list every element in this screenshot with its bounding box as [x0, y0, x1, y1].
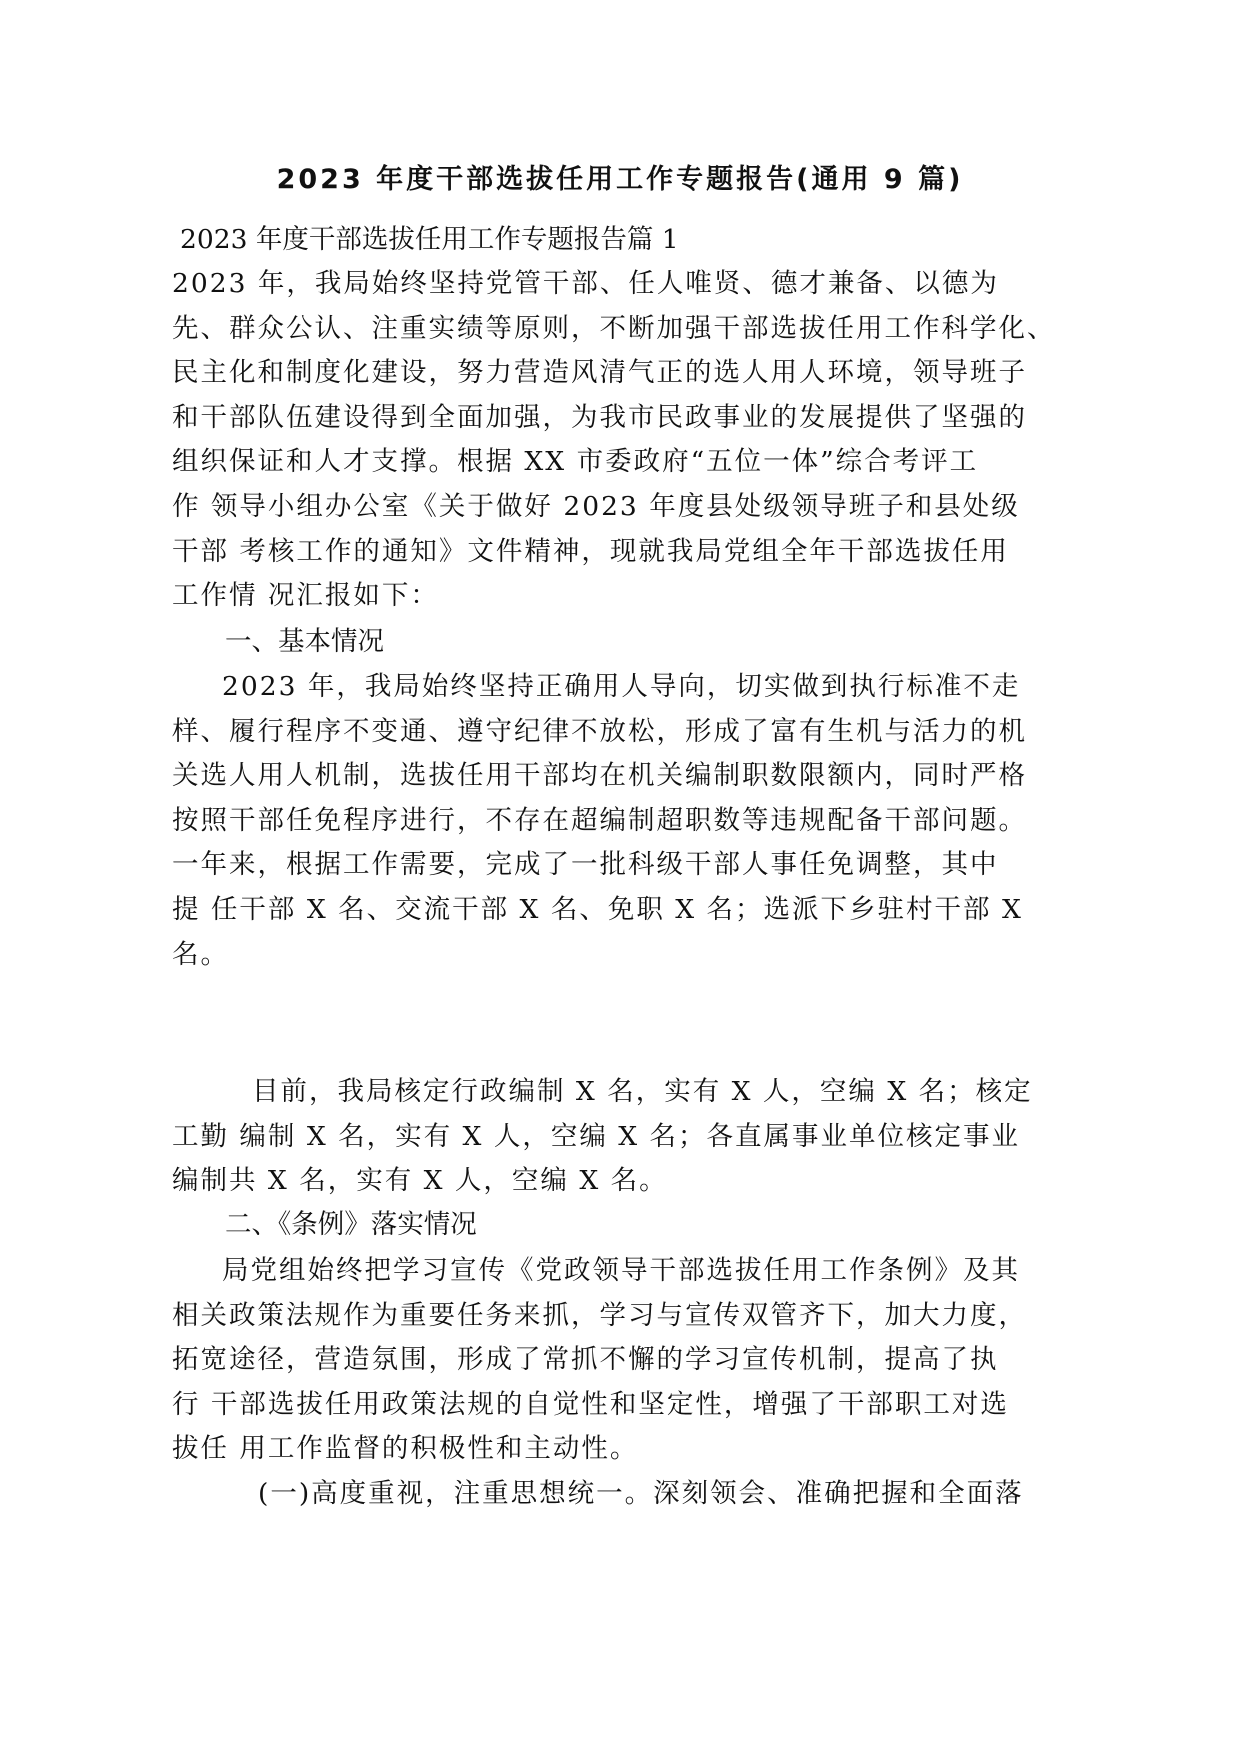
- heading-basic-text: 一、基本情况: [225, 626, 384, 657]
- basic-paragraph: [172, 665, 1042, 977]
- basic-line: 一年来，根据工作需要，完成了一批科级干部人事任免调整，其中: [172, 849, 999, 881]
- document-title: 2023 年度干部选拔任用工作专题报告(通用 9 篇): [276, 164, 964, 195]
- intro-line: 工作情 况汇报如下：: [172, 580, 439, 612]
- subheading-1-text: (一)高度重视，注重思想统一。深刻领会、准确把握和全面落: [258, 1478, 1024, 1509]
- subheading-1: [258, 1472, 1128, 1517]
- heading-regulation: [225, 1203, 1095, 1248]
- intro-line: 2023 年，我局始终坚持党管干部、任人唯贤、德才兼备、以德为: [172, 268, 999, 299]
- staffing-paragraph: [172, 1070, 1042, 1204]
- intro-line: 组织保证和人才支撑。根据 XX 市委政府“五位一体”综合考评工: [172, 446, 979, 478]
- basic-line: 按照干部任免程序进行，不存在超编制超职数等违规配备干部问题。: [172, 804, 1027, 836]
- intro-line: 先、群众公认、注重实绩等原则，不断加强干部选拔任用工作科学化、: [172, 312, 1056, 344]
- intro-line: 和干部队伍建设得到全面加强，为我市民政事业的发展提供了坚强的: [172, 401, 1027, 433]
- regulation-line: 拓宽途径，营造氛围，形成了常抓不懈的学习宣传机制，提高了执: [172, 1344, 999, 1376]
- heading-basic: [225, 620, 1095, 665]
- intro-line: 作 领导小组办公室《关于做好 2023 年度县处级领导班子和县处级: [172, 490, 1020, 522]
- staffing-line: 工勤 编制 X 名，实有 X 人，空编 X 名；各直属事业单位核定事业: [172, 1120, 1021, 1152]
- regulation-line: 行 干部选拔任用政策法规的自觉性和坚定性，增强了干部职工对选: [172, 1388, 1009, 1420]
- section-heading: [180, 218, 1050, 263]
- basic-line: 名。: [172, 938, 229, 970]
- intro-line: 民主化和制度化建设，努力营造风清气正的选人用人环境，领导班子: [172, 357, 1027, 389]
- basic-line: 样、履行程序不变通、遵守纪律不放松，形成了富有生机与活力的机: [172, 715, 1027, 747]
- basic-line: 提 任干部 X 名、交流干部 X 名、免职 X 名；选派下乡驻村干部 X: [172, 893, 1023, 925]
- regulation-paragraph: [172, 1249, 1042, 1472]
- regulation-line: 拔任 用工作监督的积极性和主动性。: [172, 1433, 639, 1465]
- heading-regulation-text: 二、《条例》落实情况: [225, 1209, 477, 1240]
- intro-line: 干部 考核工作的通知》文件精神，现就我局党组全年干部选拔任用: [172, 535, 1009, 567]
- intro-paragraph: [172, 262, 1056, 619]
- basic-line: 2023 年，我局始终坚持正确用人导向，切实做到执行标准不走: [222, 671, 1021, 702]
- basic-line: 关选人用人机制，选拔任用干部均在机关编制职数限额内，同时严格: [172, 760, 1027, 792]
- staffing-line: 编制共 X 名，实有 X 人，空编 X 名。: [172, 1165, 668, 1197]
- regulation-line: 局党组始终把学习宣传《党政领导干部选拔任用工作条例》及其: [222, 1255, 1020, 1286]
- regulation-line: 相关政策法规作为重要任务来抓，学习与宣传双管齐下，加大力度，: [172, 1299, 1027, 1331]
- section-heading-text: 2023 年度干部选拔任用工作专题报告篇 1: [180, 224, 679, 255]
- staffing-line: 目前，我局核定行政编制 X 名，实有 X 人，空编 X 名；核定: [252, 1076, 1033, 1107]
